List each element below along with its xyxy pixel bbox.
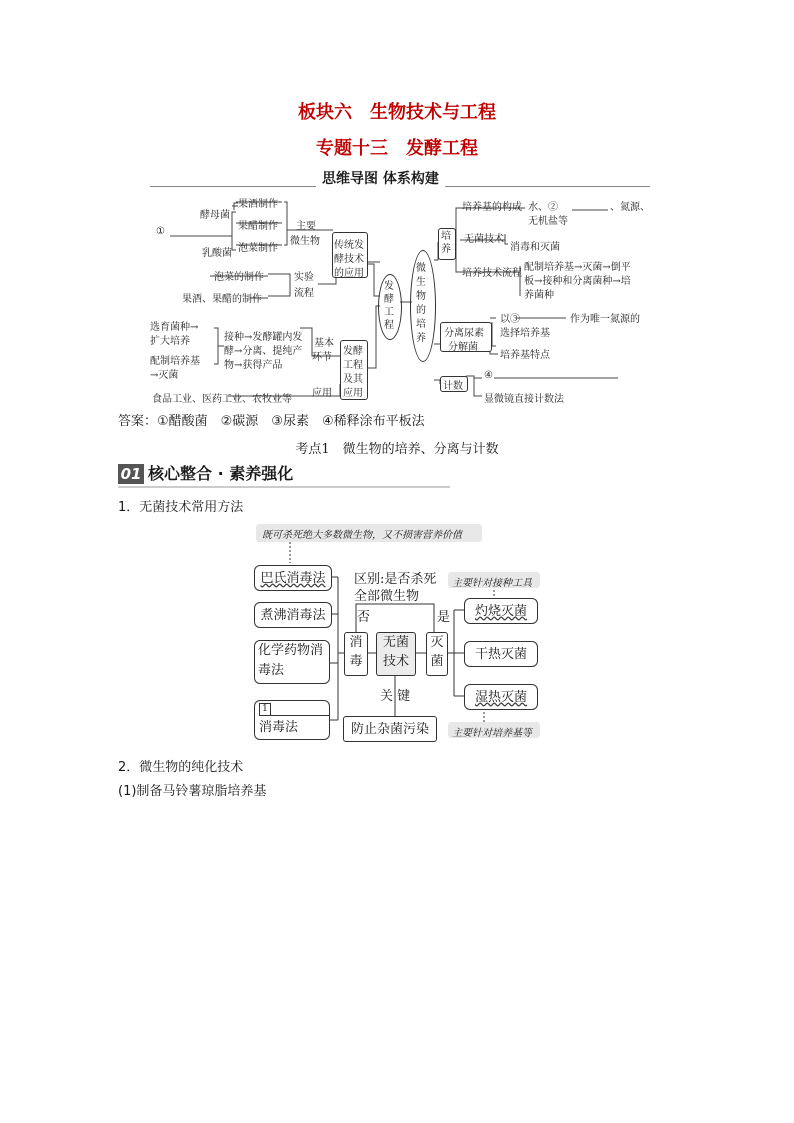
uv-blank-line xyxy=(271,703,329,716)
yeast-label: 酵母菌 xyxy=(200,210,230,221)
micro-6: 养 xyxy=(416,333,426,344)
yes-label: 是 xyxy=(437,610,451,625)
chem-box xyxy=(254,640,330,684)
eng-3: 及其 xyxy=(343,374,363,385)
aseptic-tech: 无菌技术 xyxy=(464,234,504,245)
burn-label: 灼烧灭菌 xyxy=(474,603,527,619)
sel-1: 以③ xyxy=(500,314,520,325)
mindmap-title: 思维导图 体系构建 xyxy=(316,168,445,188)
key-label: 关 键 xyxy=(380,689,411,704)
ferm-1: 发 xyxy=(384,281,394,292)
topic-title: 专题十三 发酵工程 xyxy=(316,138,478,159)
sep-1: 分离尿素 xyxy=(444,328,484,339)
wine-label: 果酒制作 xyxy=(238,199,278,210)
eng-4: 应用 xyxy=(343,388,363,399)
traditional-3: 的应用 xyxy=(334,268,364,279)
main-micro-1: 主要 xyxy=(296,221,316,232)
micro-2: 生 xyxy=(416,277,426,288)
core-number: 01 xyxy=(118,464,144,484)
answer-line: 答案：①醋酸菌 ②碳源 ③尿素 ④稀释涂布平板法 xyxy=(118,414,425,429)
blank-1: ① xyxy=(156,226,165,237)
medium-items-2: 、氮源、 xyxy=(610,202,650,213)
section-title: 板块六 生物技术与工程 xyxy=(298,102,496,123)
exp-flow-1: 实验 xyxy=(294,272,314,283)
count-blank-4: ④ xyxy=(484,370,493,381)
jun: 菌 xyxy=(430,654,444,669)
eng-1: 发酵 xyxy=(343,346,363,357)
uv-label: 消毒法 xyxy=(259,720,299,735)
mie: 灭 xyxy=(430,635,444,650)
prevent-label: 防止杂菌污染 xyxy=(350,721,429,737)
lactic-label: 乳酸菌 xyxy=(202,248,232,259)
prepare-1: 配制培养基 xyxy=(150,356,200,367)
xiao: 消 xyxy=(349,635,363,650)
traditional-1: 传统发 xyxy=(334,240,364,251)
uv-box xyxy=(254,700,330,740)
inoc-1: 接种→发酵罐内发 xyxy=(224,332,303,343)
disinfect-sterilize: 消毒和灭菌 xyxy=(510,242,560,253)
sel-2: 作为唯一氮源的 xyxy=(570,314,640,325)
bashi-label: 巴氏消毒法 xyxy=(260,570,326,586)
wet-label: 湿热灭菌 xyxy=(474,689,527,705)
item-1: 1．无菌技术常用方法 xyxy=(118,500,244,515)
boil-box xyxy=(254,602,332,628)
culture-1: 培 xyxy=(441,231,451,242)
culture-flow: 培养技术流程 xyxy=(462,268,522,279)
core-title: 核心整合 · 素养强化 xyxy=(148,464,294,483)
dry-label: 干热灭菌 xyxy=(474,646,527,662)
inoc-2: 酵→分离、提纯产 xyxy=(224,346,303,357)
micro-4: 的 xyxy=(416,305,426,316)
flow-2: 板→接种和分离菌种→培 xyxy=(524,276,631,287)
sep-2: 分解菌 xyxy=(448,342,478,353)
ferm-4: 程 xyxy=(384,320,394,331)
traditional-2: 酵技术 xyxy=(334,254,364,265)
select-2: 扩大培养 xyxy=(150,336,190,347)
flow-3: 养菌种 xyxy=(524,290,554,301)
wujun-1: 无菌 xyxy=(382,635,409,650)
diff-2: 全部微生物 xyxy=(354,589,420,604)
medium-items-3: 无机盐等 xyxy=(528,216,568,227)
medium-items-1: 水、② xyxy=(528,202,558,213)
inoc-3: 物→获得产品 xyxy=(224,360,283,371)
wet-box xyxy=(464,684,538,710)
micro-5: 培 xyxy=(416,319,426,330)
note-tools: 主要针对接种工具 xyxy=(452,578,532,589)
note-top: 既可杀死绝大多数微生物，又不损害营养价值 xyxy=(262,530,462,541)
culture-2: 养 xyxy=(441,244,451,255)
xiaodu-box xyxy=(344,632,368,676)
kaodian-title: 考点1 微生物的培养、分离与计数 xyxy=(295,442,499,457)
wujun-box xyxy=(376,632,416,676)
flow-1: 配制培养基→灭菌→倒平 xyxy=(524,262,631,273)
sel-3: 选择培养基 xyxy=(500,328,550,339)
micro-3: 物 xyxy=(416,291,426,302)
boil-label: 煮沸消毒法 xyxy=(260,607,326,623)
blank-number-1: 1 xyxy=(259,703,271,716)
ferm-2: 酵 xyxy=(384,294,394,305)
burn-box xyxy=(464,598,538,624)
dry-box xyxy=(464,641,538,667)
chem-1: 化学药物消 xyxy=(258,643,324,658)
exp-flow-2: 流程 xyxy=(294,288,314,299)
eng-2: 工程 xyxy=(343,360,363,371)
select-1: 选育菌种→ xyxy=(150,322,199,333)
no-label: 否 xyxy=(357,610,371,625)
wujun-2: 技术 xyxy=(382,654,409,669)
diff-1: 区别:是否杀死 xyxy=(354,572,437,587)
vinegar-label: 果醋制作 xyxy=(238,221,278,232)
ferm-3: 工 xyxy=(384,307,394,318)
basic-1: 基本 xyxy=(314,338,334,349)
main-micro-2: 微生物 xyxy=(290,236,320,247)
item-2-sub: (1)制备马铃薯琼脂培养基 xyxy=(118,784,267,799)
bashi-box xyxy=(254,565,332,591)
note-medium: 主要针对培养基等 xyxy=(452,728,532,739)
prepare-2: →灭菌 xyxy=(150,370,179,381)
miejun-box xyxy=(426,632,448,676)
prevent-box xyxy=(343,716,437,742)
pickle-label: 泡菜制作 xyxy=(238,243,278,254)
pickle-make: 泡菜的制作 xyxy=(214,272,264,283)
count-label: 计数 xyxy=(443,381,463,392)
industry-label: 食品工业、医药工业、农牧业等 xyxy=(152,394,292,405)
du: 毒 xyxy=(349,654,363,669)
wine-vinegar-make: 果酒、果醋的制作 xyxy=(182,294,262,305)
direct-count: 显微镜直接计数法 xyxy=(484,394,564,405)
chem-2: 毒法 xyxy=(258,663,285,678)
medium-feature: 培养基特点 xyxy=(500,350,550,361)
medium-composition: 培养基的构成 xyxy=(462,202,522,213)
item-2: 2．微生物的纯化技术 xyxy=(118,760,244,775)
basic-2: 环节 xyxy=(312,352,332,363)
micro-1: 微 xyxy=(416,263,426,274)
apply-label: 应用 xyxy=(312,388,332,399)
